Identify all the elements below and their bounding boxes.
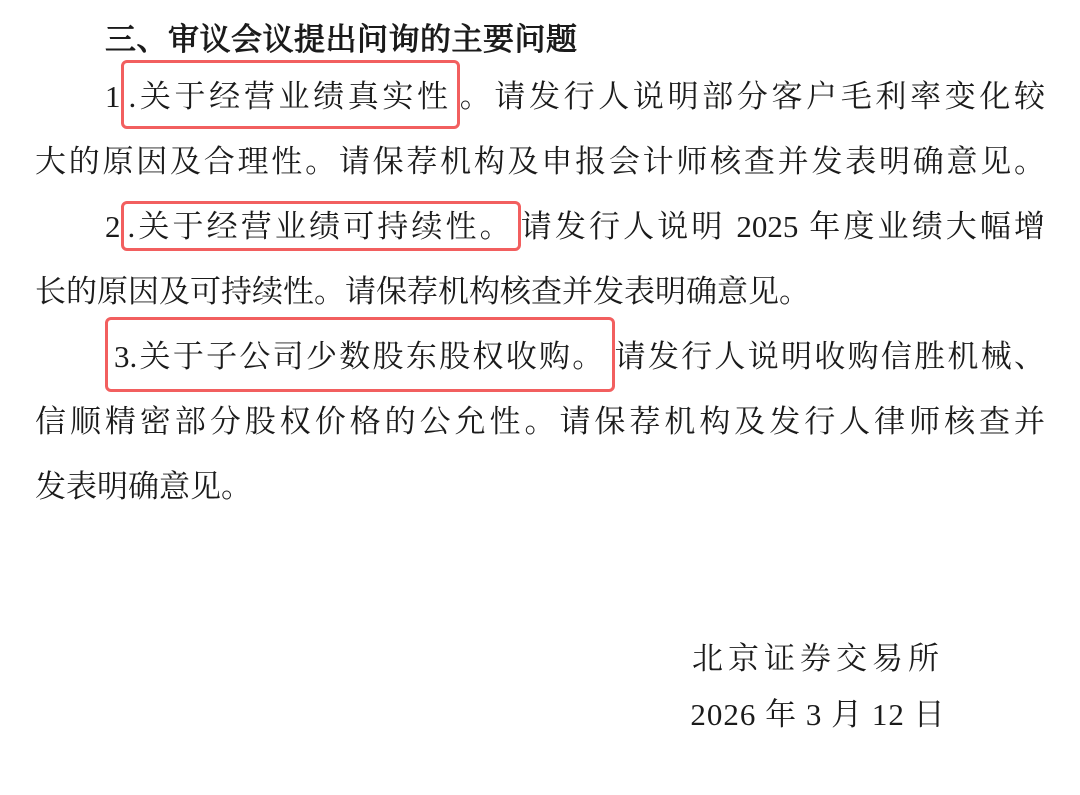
paragraph-2-line-1-rest: 请发行人说明 2025 年度业绩大幅增 [520, 209, 1045, 244]
signature-date: 2026 年 3 月 12 日 [690, 697, 946, 732]
item-1-number: 1 [105, 79, 121, 114]
paragraph-1-line-1 [35, 64, 1045, 129]
paragraph-3-line-1 [35, 324, 1045, 389]
paragraph-2-line-2: 长的原因及可持续性。请保荐机构核查并发表明确意见。 [35, 274, 810, 309]
highlight-box-performance-sustainability: .关于经营业绩可持续性。 [121, 201, 521, 251]
paragraph-1-line-2: 大的原因及合理性。请保荐机构及申报会计师核查并发表明确意见。 [35, 144, 1045, 179]
highlight-box-performance-authenticity: .关于经营业绩真实性 [121, 60, 460, 129]
signature-block [653, 631, 983, 743]
paragraph-1-line-1-rest: 。请发行人说明部分客户毛利率变化较 [459, 79, 1046, 114]
section-heading: 三、审议会议提出问询的主要问题 [105, 22, 578, 57]
signature-organization: 北京证券交易所 [692, 641, 944, 676]
highlight-box-subsidiary-equity-acquisition: 3.关于子公司少数股东股权收购。 [105, 317, 615, 392]
item-2-number: 2 [105, 209, 121, 244]
paragraph-2-line-1 [35, 194, 1045, 259]
paragraph-3-line-3: 发表明确意见。 [35, 469, 252, 504]
paragraph-3-line-2: 信顺精密部分股权价格的公允性。请保荐机构及发行人律师核查并 [35, 404, 1045, 439]
paragraph-3-line-1-rest: 请发行人说明收购信胜机械、 [614, 339, 1046, 374]
